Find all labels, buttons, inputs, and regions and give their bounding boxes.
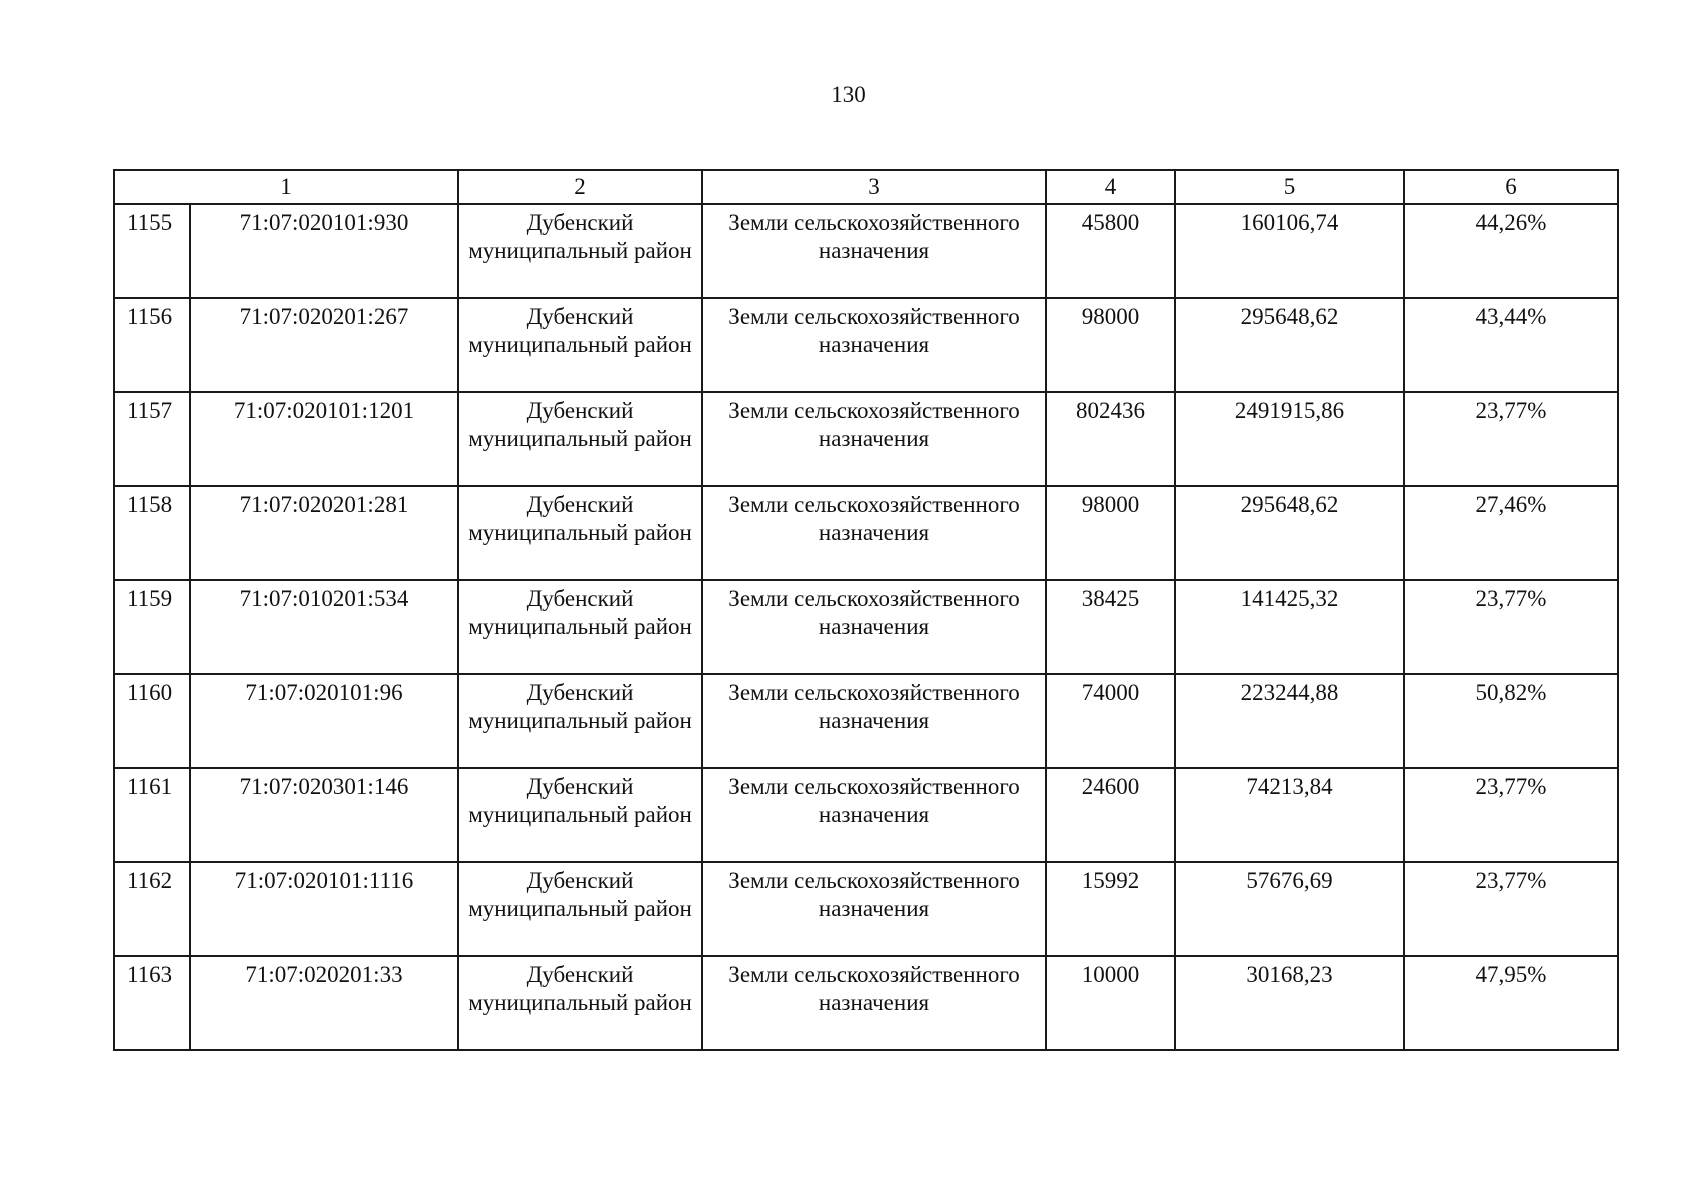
cadastral-value-cell: 74213,84 xyxy=(1175,768,1404,862)
land-category-cell: Земли сельскохозяйственного назначения xyxy=(702,768,1046,862)
page-number: 130 xyxy=(831,82,866,107)
cadastral-number-cell: 71:07:020201:33 xyxy=(190,956,458,1050)
cadastral-value-cell: 160106,74 xyxy=(1175,204,1404,298)
district-cell: Дубенский муниципальный район xyxy=(458,392,702,486)
row-number-cell: 1155 xyxy=(114,204,190,298)
cadastral-number-cell: 71:07:020101:1116 xyxy=(190,862,458,956)
district-cell: Дубенский муниципальный район xyxy=(458,862,702,956)
column-header-5: 5 xyxy=(1175,170,1404,204)
percent-cell: 23,77% xyxy=(1404,768,1618,862)
row-number-cell: 1158 xyxy=(114,486,190,580)
land-category-cell: Земли сельскохозяйственного назначения xyxy=(702,862,1046,956)
table-body xyxy=(114,204,1618,1050)
land-category-cell: Земли сельскохозяйственного назначения xyxy=(702,486,1046,580)
district-cell: Дубенский муниципальный район xyxy=(458,956,702,1050)
land-parcels-table xyxy=(113,169,1619,1051)
table-row xyxy=(114,862,1618,956)
area-cell: 98000 xyxy=(1046,486,1175,580)
column-header-2: 2 xyxy=(458,170,702,204)
cadastral-number-cell: 71:07:020201:267 xyxy=(190,298,458,392)
cadastral-value-cell: 295648,62 xyxy=(1175,486,1404,580)
district-cell: Дубенский муниципальный район xyxy=(458,298,702,392)
cadastral-number-cell: 71:07:020101:96 xyxy=(190,674,458,768)
column-header-4: 4 xyxy=(1046,170,1175,204)
percent-cell: 43,44% xyxy=(1404,298,1618,392)
row-number-cell: 1161 xyxy=(114,768,190,862)
percent-cell: 23,77% xyxy=(1404,862,1618,956)
table-row xyxy=(114,392,1618,486)
area-cell: 10000 xyxy=(1046,956,1175,1050)
cadastral-number-cell: 71:07:020101:1201 xyxy=(190,392,458,486)
percent-cell: 23,77% xyxy=(1404,392,1618,486)
land-category-cell: Земли сельскохозяйственного назначения xyxy=(702,956,1046,1050)
district-cell: Дубенский муниципальный район xyxy=(458,580,702,674)
row-number-cell: 1160 xyxy=(114,674,190,768)
table-row xyxy=(114,956,1618,1050)
cadastral-number-cell: 71:07:020101:930 xyxy=(190,204,458,298)
percent-cell: 27,46% xyxy=(1404,486,1618,580)
table-row xyxy=(114,204,1618,298)
percent-cell: 44,26% xyxy=(1404,204,1618,298)
percent-cell: 50,82% xyxy=(1404,674,1618,768)
cadastral-number-cell: 71:07:020201:281 xyxy=(190,486,458,580)
land-category-cell: Земли сельскохозяйственного назначения xyxy=(702,204,1046,298)
land-category-cell: Земли сельскохозяйственного назначения xyxy=(702,674,1046,768)
row-number-cell: 1159 xyxy=(114,580,190,674)
area-cell: 45800 xyxy=(1046,204,1175,298)
column-header-6: 6 xyxy=(1404,170,1618,204)
table-row xyxy=(114,580,1618,674)
cadastral-value-cell: 223244,88 xyxy=(1175,674,1404,768)
cadastral-value-cell: 141425,32 xyxy=(1175,580,1404,674)
area-cell: 38425 xyxy=(1046,580,1175,674)
land-category-cell: Земли сельскохозяйственного назначения xyxy=(702,580,1046,674)
area-cell: 98000 xyxy=(1046,298,1175,392)
district-cell: Дубенский муниципальный район xyxy=(458,768,702,862)
cadastral-value-cell: 57676,69 xyxy=(1175,862,1404,956)
cadastral-number-cell: 71:07:010201:534 xyxy=(190,580,458,674)
column-header-3: 3 xyxy=(702,170,1046,204)
table-row xyxy=(114,768,1618,862)
row-number-cell: 1162 xyxy=(114,862,190,956)
table-row xyxy=(114,486,1618,580)
land-category-cell: Земли сельскохозяйственного назначения xyxy=(702,392,1046,486)
cadastral-value-cell: 30168,23 xyxy=(1175,956,1404,1050)
row-number-cell: 1156 xyxy=(114,298,190,392)
area-cell: 802436 xyxy=(1046,392,1175,486)
land-category-cell: Земли сельскохозяйственного назначения xyxy=(702,298,1046,392)
row-number-cell: 1163 xyxy=(114,956,190,1050)
row-number-cell: 1157 xyxy=(114,392,190,486)
percent-cell: 23,77% xyxy=(1404,580,1618,674)
table-row xyxy=(114,674,1618,768)
district-cell: Дубенский муниципальный район xyxy=(458,486,702,580)
district-cell: Дубенский муниципальный район xyxy=(458,674,702,768)
table-row xyxy=(114,298,1618,392)
header-row xyxy=(114,170,1618,204)
area-cell: 74000 xyxy=(1046,674,1175,768)
cadastral-value-cell: 2491915,86 xyxy=(1175,392,1404,486)
cadastral-number-cell: 71:07:020301:146 xyxy=(190,768,458,862)
area-cell: 15992 xyxy=(1046,862,1175,956)
district-cell: Дубенский муниципальный район xyxy=(458,204,702,298)
cadastral-value-cell: 295648,62 xyxy=(1175,298,1404,392)
area-cell: 24600 xyxy=(1046,768,1175,862)
percent-cell: 47,95% xyxy=(1404,956,1618,1050)
column-header-1: 1 xyxy=(114,170,458,204)
